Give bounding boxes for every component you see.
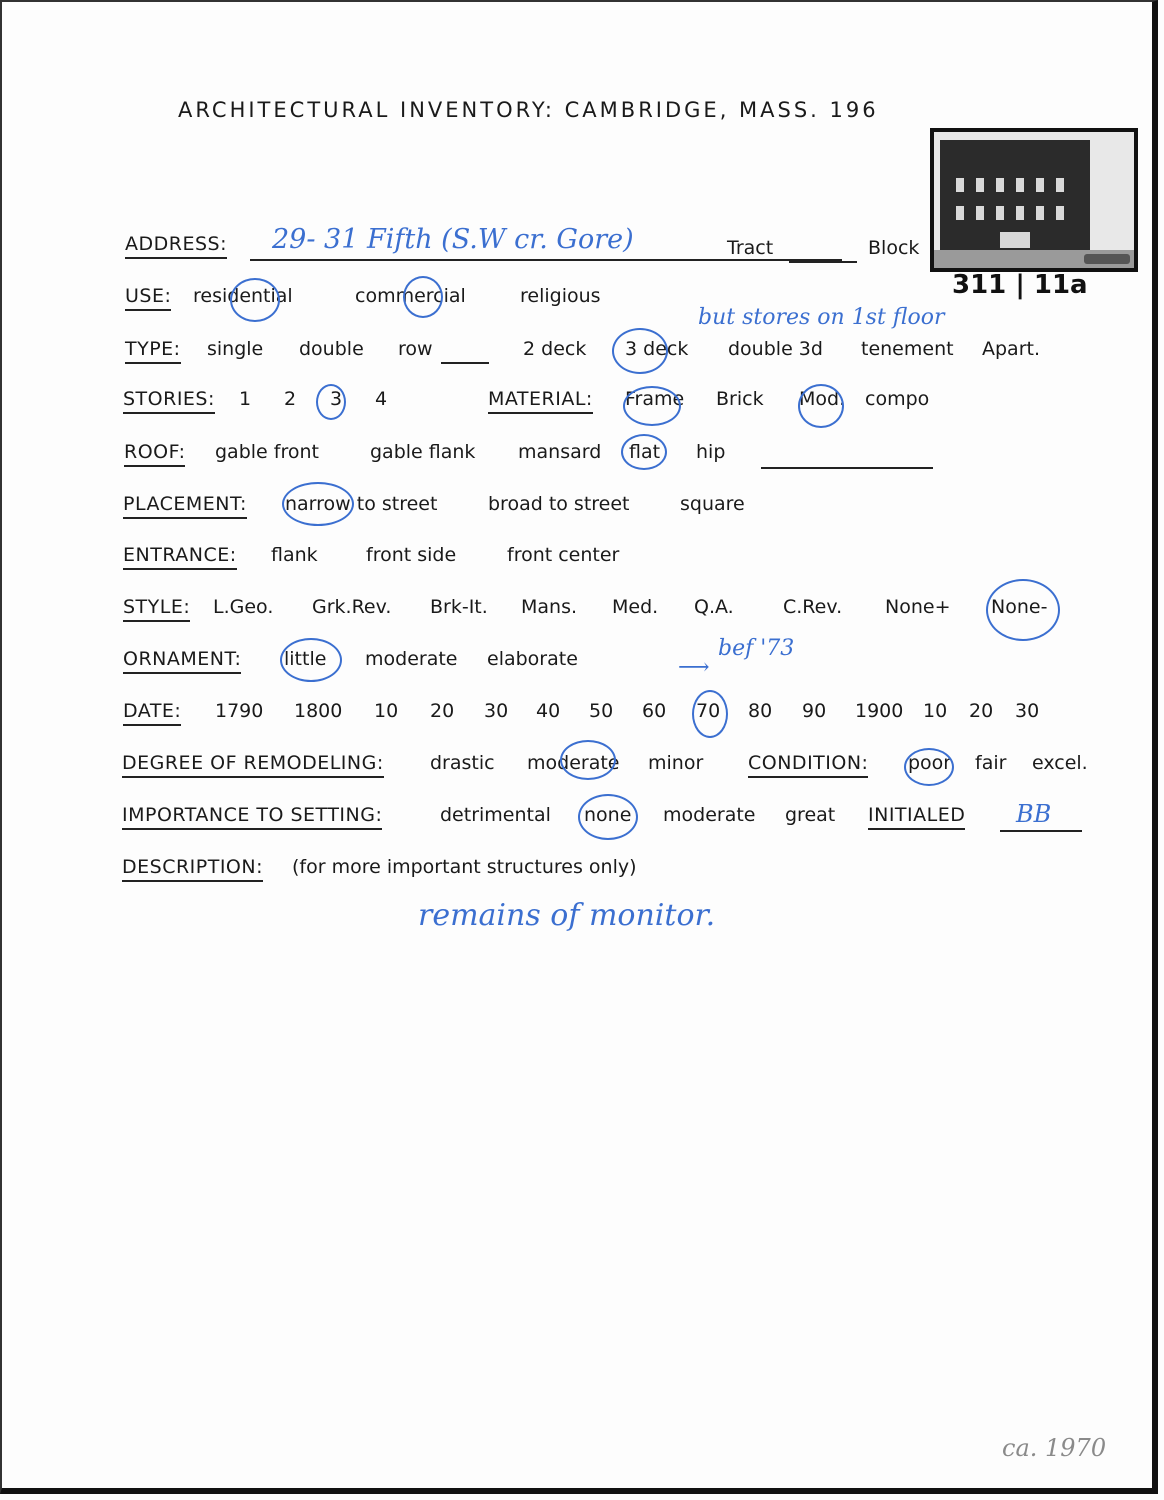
circle-mark bbox=[612, 328, 668, 374]
use-commercial: commercial bbox=[355, 285, 466, 307]
use-row bbox=[125, 285, 625, 315]
type-3-deck: 3 deck bbox=[625, 338, 689, 360]
importance-label: IMPORTANCE TO SETTING: bbox=[122, 804, 382, 830]
remodeling-label: DEGREE OF REMODELING: bbox=[122, 752, 384, 778]
roof-gable-front: gable front bbox=[215, 441, 319, 463]
description-hint: (for more important structures only) bbox=[292, 856, 637, 878]
date-1900: 1900 bbox=[855, 700, 904, 722]
address-label: ADDRESS: bbox=[125, 233, 227, 259]
stories-2: 2 bbox=[284, 388, 297, 410]
circle-mark bbox=[230, 278, 280, 322]
style-grkrev: Grk.Rev. bbox=[312, 596, 392, 618]
address-value: 29- 31 Fifth (S.W cr. Gore) bbox=[272, 224, 634, 255]
material-compo: compo bbox=[865, 388, 930, 410]
building-photo bbox=[930, 128, 1138, 272]
date-1930: 30 bbox=[1015, 700, 1040, 722]
style-lgeo: L.Geo. bbox=[213, 596, 274, 618]
style-mans: Mans. bbox=[521, 596, 578, 618]
description-value: remains of monitor. bbox=[418, 898, 716, 933]
entrance-front-center: front center bbox=[507, 544, 620, 566]
roof-flat: flat bbox=[629, 441, 661, 463]
importance-moderate: moderate bbox=[663, 804, 756, 826]
date-1800: 1800 bbox=[294, 700, 343, 722]
photo-code: 311 | 11a bbox=[952, 270, 1088, 300]
placement-row bbox=[123, 493, 773, 523]
type-double: double bbox=[299, 338, 364, 360]
type-note: but stores on 1st floor bbox=[698, 305, 945, 330]
roof-label: ROOF: bbox=[124, 441, 185, 467]
type-single: single bbox=[207, 338, 264, 360]
date-20: 20 bbox=[430, 700, 455, 722]
use-residential: residential bbox=[193, 285, 293, 307]
circle-mark bbox=[986, 579, 1060, 641]
description-row bbox=[122, 856, 722, 886]
stories-1: 1 bbox=[239, 388, 252, 410]
roof-mansard: mansard bbox=[518, 441, 602, 463]
type-row bbox=[125, 338, 1065, 368]
description-label: DESCRIPTION: bbox=[122, 856, 263, 882]
circle-mark bbox=[316, 384, 346, 420]
block-label: Block bbox=[868, 237, 920, 259]
type-2-deck: 2 deck bbox=[523, 338, 587, 360]
style-label: STYLE: bbox=[123, 596, 190, 622]
circle-mark bbox=[403, 276, 443, 318]
remodeling-minor: minor bbox=[648, 752, 704, 774]
style-brkit: Brk-It. bbox=[430, 596, 488, 618]
importance-great: great bbox=[785, 804, 836, 826]
roof-gable-flank: gable flank bbox=[370, 441, 476, 463]
roof-hip: hip bbox=[696, 441, 726, 463]
circle-mark bbox=[282, 482, 354, 526]
ornament-elaborate: elaborate bbox=[487, 648, 578, 670]
circle-mark bbox=[904, 748, 954, 786]
date-70: 70 bbox=[696, 700, 721, 722]
circle-mark bbox=[692, 690, 728, 738]
date-40: 40 bbox=[536, 700, 561, 722]
date-row bbox=[123, 700, 1043, 730]
remodeling-moderate: moderate bbox=[527, 752, 620, 774]
date-label: DATE: bbox=[123, 700, 181, 726]
condition-poor: poor bbox=[908, 752, 952, 774]
date-30: 30 bbox=[484, 700, 509, 722]
date-pencil-note: ca. 1970 bbox=[1002, 1434, 1107, 1462]
condition-label: CONDITION: bbox=[748, 752, 868, 778]
arrow-icon: ⟶ bbox=[678, 655, 710, 680]
use-religious: religious bbox=[520, 285, 601, 307]
circle-mark bbox=[280, 638, 342, 682]
circle-mark bbox=[578, 794, 638, 840]
form-title: ARCHITECTURAL INVENTORY: CAMBRIDGE, MASS. 196 bbox=[178, 98, 879, 122]
entrance-flank: flank bbox=[271, 544, 318, 566]
date-80: 80 bbox=[748, 700, 773, 722]
ornament-little: little bbox=[284, 648, 327, 670]
date-60: 60 bbox=[642, 700, 667, 722]
date-90: 90 bbox=[802, 700, 827, 722]
type-row-option: row bbox=[398, 338, 433, 360]
ornament-note: bef '73 bbox=[718, 636, 795, 661]
condition-excel: excel. bbox=[1032, 752, 1088, 774]
material-brick: Brick bbox=[716, 388, 764, 410]
style-row bbox=[123, 596, 1063, 626]
stories-label: STORIES: bbox=[123, 388, 215, 414]
date-1910: 10 bbox=[923, 700, 948, 722]
ornament-label: ORNAMENT: bbox=[123, 648, 241, 674]
type-label: TYPE: bbox=[125, 338, 181, 364]
circle-mark bbox=[621, 434, 667, 470]
style-none-minus: None- bbox=[991, 596, 1048, 618]
circle-mark bbox=[560, 740, 616, 780]
ornament-moderate: moderate bbox=[365, 648, 458, 670]
importance-none: none bbox=[584, 804, 632, 826]
type-tenement: tenement bbox=[861, 338, 954, 360]
entrance-row bbox=[123, 544, 643, 574]
style-qa: Q.A. bbox=[694, 596, 734, 618]
initialed-value: BB bbox=[1016, 800, 1052, 828]
stories-3: 3 bbox=[330, 388, 343, 410]
type-apart: Apart. bbox=[982, 338, 1041, 360]
material-label: MATERIAL: bbox=[488, 388, 593, 414]
entrance-label: ENTRANCE: bbox=[123, 544, 237, 570]
condition-fair: fair bbox=[975, 752, 1007, 774]
circle-mark bbox=[623, 386, 681, 426]
ornament-row bbox=[123, 648, 603, 678]
tract-label: Tract bbox=[727, 237, 774, 259]
material-mod: Mod. bbox=[799, 388, 846, 410]
placement-narrow: narrow to street bbox=[285, 493, 438, 515]
date-1920: 20 bbox=[969, 700, 994, 722]
roof-row bbox=[124, 441, 944, 471]
date-50: 50 bbox=[589, 700, 614, 722]
style-med: Med. bbox=[612, 596, 659, 618]
placement-label: PLACEMENT: bbox=[123, 493, 247, 519]
style-crev: C.Rev. bbox=[783, 596, 843, 618]
use-label: USE: bbox=[125, 285, 171, 311]
remodeling-drastic: drastic bbox=[430, 752, 495, 774]
date-1790: 1790 bbox=[215, 700, 264, 722]
material-frame: Frame bbox=[625, 388, 685, 410]
style-none-plus: None+ bbox=[885, 596, 951, 618]
circle-mark bbox=[798, 384, 844, 428]
importance-detrimental: detrimental bbox=[440, 804, 551, 826]
placement-square: square bbox=[680, 493, 745, 515]
entrance-front-side: front side bbox=[366, 544, 457, 566]
date-10: 10 bbox=[374, 700, 399, 722]
initialed-label: INITIALED bbox=[868, 804, 965, 830]
placement-broad: broad to street bbox=[488, 493, 630, 515]
type-double-3d: double 3d bbox=[728, 338, 823, 360]
stories-4: 4 bbox=[375, 388, 388, 410]
